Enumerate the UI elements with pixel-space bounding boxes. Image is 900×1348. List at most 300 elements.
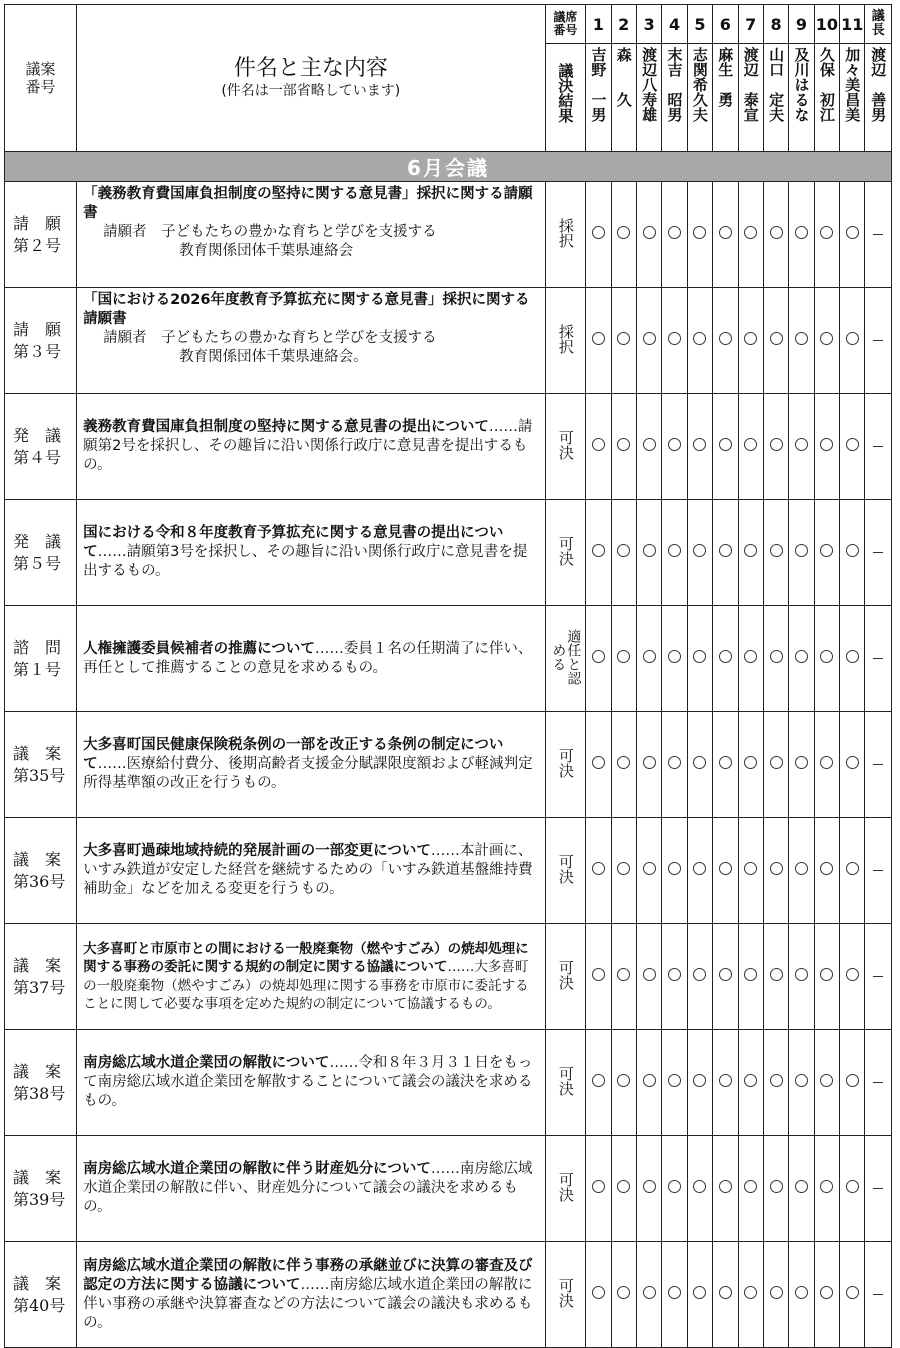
approve-circle-icon xyxy=(719,968,732,981)
approve-circle-icon xyxy=(744,1074,757,1087)
member-name-6-text: 麻生 勇 xyxy=(716,47,735,107)
bill-number-line1: 諮 問 xyxy=(13,637,62,657)
approve-circle-icon xyxy=(846,1180,859,1193)
vote-cell-chair xyxy=(865,1030,892,1136)
approve-circle-icon xyxy=(668,332,681,345)
approve-circle-icon xyxy=(719,862,732,875)
approve-circle-icon xyxy=(846,1074,859,1087)
vote-cell-seat-8 xyxy=(763,288,788,394)
vote-result xyxy=(545,394,586,500)
vote-cell-seat-2 xyxy=(611,1030,636,1136)
approve-circle-icon xyxy=(770,756,783,769)
vote-cell-seat-7 xyxy=(738,394,763,500)
vote-cell-seat-6 xyxy=(713,924,738,1030)
vote-cell-seat-5 xyxy=(687,606,712,712)
vote-cell-chair xyxy=(865,500,892,606)
approve-circle-icon xyxy=(744,968,757,981)
member-name-10 xyxy=(814,44,839,152)
table-row xyxy=(5,1030,892,1136)
vote-cell-seat-3 xyxy=(636,288,661,394)
vote-result-text: 適任と認める xyxy=(550,628,582,685)
approve-circle-icon xyxy=(770,862,783,875)
vote-cell-seat-7 xyxy=(738,1136,763,1242)
bill-number-line2: 第１号 xyxy=(13,659,62,679)
approve-circle-icon xyxy=(693,1180,706,1193)
vote-cell-seat-3 xyxy=(636,1030,661,1136)
approve-circle-icon xyxy=(795,756,808,769)
table-row xyxy=(5,712,892,818)
vote-cell-seat-11 xyxy=(840,1242,865,1348)
vote-cell-chair xyxy=(865,288,892,394)
vote-cell-seat-1 xyxy=(586,182,611,288)
approve-circle-icon xyxy=(820,1180,833,1193)
bill-number-line1: 議 案 xyxy=(13,743,62,763)
vote-cell-seat-5 xyxy=(687,182,712,288)
approve-circle-icon xyxy=(617,438,630,451)
vote-cell-chair xyxy=(865,394,892,500)
seat-num-9: 9 xyxy=(789,5,814,44)
approve-circle-icon xyxy=(643,1180,656,1193)
approve-circle-icon xyxy=(617,544,630,557)
approve-circle-icon xyxy=(668,650,681,663)
approve-circle-icon xyxy=(719,756,732,769)
vote-cell-seat-6 xyxy=(713,500,738,606)
vote-cell-seat-3 xyxy=(636,712,661,818)
vote-cell-seat-10 xyxy=(814,606,839,712)
vote-cell-chair xyxy=(865,712,892,818)
vote-cell-seat-7 xyxy=(738,606,763,712)
subject-header xyxy=(77,5,545,152)
approve-circle-icon xyxy=(719,544,732,557)
member-name-11 xyxy=(840,44,865,152)
no-vote-dash-icon xyxy=(873,1188,883,1189)
vote-cell-chair xyxy=(865,1136,892,1242)
subject-cell xyxy=(77,712,545,818)
vote-cell-seat-9 xyxy=(789,606,814,712)
approve-circle-icon xyxy=(770,1180,783,1193)
vote-cell-seat-8 xyxy=(763,606,788,712)
approve-circle-icon xyxy=(846,332,859,345)
vote-cell-seat-10 xyxy=(814,818,839,924)
vote-cell-seat-9 xyxy=(789,712,814,818)
chair-header-text: 議長 xyxy=(871,9,885,38)
vote-cell-seat-2 xyxy=(611,500,636,606)
seat-num-1: 1 xyxy=(586,5,611,44)
no-vote-dash-icon xyxy=(873,1294,883,1295)
bill-number xyxy=(5,500,77,606)
approve-circle-icon xyxy=(795,438,808,451)
approve-circle-icon xyxy=(770,438,783,451)
bill-number xyxy=(5,1242,77,1348)
vote-cell-seat-11 xyxy=(840,182,865,288)
vote-cell-seat-2 xyxy=(611,712,636,818)
subject-cell xyxy=(77,924,545,1030)
subject-title: 「国における2026年度教育予算拡充に関する意見書」採択に関する請願書 xyxy=(83,292,530,327)
member-name-5 xyxy=(687,44,712,152)
approve-circle-icon xyxy=(643,226,656,239)
bill-number-line2: 第３号 xyxy=(13,341,62,361)
approve-circle-icon xyxy=(770,650,783,663)
vote-cell-seat-5 xyxy=(687,288,712,394)
subject-cell xyxy=(77,818,545,924)
subject-cell xyxy=(77,500,545,606)
approve-circle-icon xyxy=(846,968,859,981)
approve-circle-icon xyxy=(795,968,808,981)
seat-num-10: 10 xyxy=(814,5,839,44)
seat-num-6: 6 xyxy=(713,5,738,44)
subject-header-title: 件名と主な内容 xyxy=(233,56,388,81)
approve-circle-icon xyxy=(592,1074,605,1087)
vote-cell-seat-8 xyxy=(763,924,788,1030)
bill-number xyxy=(5,394,77,500)
approve-circle-icon xyxy=(846,650,859,663)
approve-circle-icon xyxy=(668,1074,681,1087)
seat-num-11: 11 xyxy=(840,5,865,44)
bill-number-line2: 第39号 xyxy=(13,1189,66,1209)
approve-circle-icon xyxy=(617,332,630,345)
approve-circle-icon xyxy=(693,226,706,239)
vote-cell-chair xyxy=(865,924,892,1030)
approve-circle-icon xyxy=(668,968,681,981)
approve-circle-icon xyxy=(795,862,808,875)
petitioner: 請願者 子どもたちの豊かな育ちと学びを支援する xyxy=(103,224,437,240)
vote-cell-seat-8 xyxy=(763,1136,788,1242)
approve-circle-icon xyxy=(668,544,681,557)
member-name-4 xyxy=(662,44,687,152)
vote-cell-seat-3 xyxy=(636,394,661,500)
approve-circle-icon xyxy=(592,544,605,557)
bill-number-line2: 第37号 xyxy=(13,977,66,997)
subject-description: ……請願第2号を採択し、その趣旨に沿い関係行政庁に意見書を提出するもの。 xyxy=(83,419,533,473)
bill-number xyxy=(5,606,77,712)
approve-circle-icon xyxy=(820,1074,833,1087)
bill-number-line1: 議 案 xyxy=(13,1167,62,1187)
approve-circle-icon xyxy=(795,1180,808,1193)
vote-cell-seat-2 xyxy=(611,394,636,500)
approve-circle-icon xyxy=(617,650,630,663)
subject-description: ……本計画に、いすみ鉄道が安定した経営を継続するための「いすみ鉄道基盤維持費補助金」などを加える変更を行うもの。 xyxy=(83,843,533,897)
vote-cell-seat-9 xyxy=(789,1242,814,1348)
approve-circle-icon xyxy=(770,1074,783,1087)
no-vote-dash-icon xyxy=(873,870,883,871)
seat-num-4: 4 xyxy=(662,5,687,44)
approve-circle-icon xyxy=(770,332,783,345)
vote-result-text: 可決 xyxy=(556,1171,575,1202)
member-name-7-text: 渡辺 泰宣 xyxy=(741,47,760,122)
table-row xyxy=(5,288,892,394)
bill-number-line1: 発 議 xyxy=(13,531,62,551)
approve-circle-icon xyxy=(846,544,859,557)
bill-number-header-line2: 番号 xyxy=(25,78,56,96)
bill-number-line1: 発 議 xyxy=(13,425,62,445)
section-row xyxy=(5,152,892,182)
subject-cell xyxy=(77,1136,545,1242)
approve-circle-icon xyxy=(693,650,706,663)
approve-circle-icon xyxy=(693,862,706,875)
member-name-6 xyxy=(713,44,738,152)
vote-cell-seat-3 xyxy=(636,1242,661,1348)
approve-circle-icon xyxy=(643,650,656,663)
approve-circle-icon xyxy=(617,756,630,769)
vote-cell-seat-1 xyxy=(586,288,611,394)
bill-number-line1: 請 願 xyxy=(13,319,62,339)
subject-title: 「義務教育費国庫負担制度の堅持に関する意見書」採択に関する請願書 xyxy=(83,186,533,221)
vote-cell-chair xyxy=(865,1242,892,1348)
subject-title: 大多喜町過疎地域持続的発展計画の一部変更について xyxy=(83,843,431,859)
bill-number-line1: 請 願 xyxy=(13,213,62,233)
approve-circle-icon xyxy=(744,544,757,557)
vote-cell-seat-2 xyxy=(611,924,636,1030)
vote-cell-seat-7 xyxy=(738,1030,763,1136)
approve-circle-icon xyxy=(693,756,706,769)
no-vote-dash-icon xyxy=(873,976,883,977)
approve-circle-icon xyxy=(719,226,732,239)
approve-circle-icon xyxy=(846,862,859,875)
subject-title: 大多喜町と市原市との間における一般廃棄物（燃やすごみ）の焼却処理に関する事務の委託に関する規約の制定に関する協議について xyxy=(83,940,529,975)
vote-cell-seat-8 xyxy=(763,818,788,924)
approve-circle-icon xyxy=(795,1074,808,1087)
no-vote-dash-icon xyxy=(873,1082,883,1083)
vote-cell-seat-7 xyxy=(738,924,763,1030)
vote-cell-chair xyxy=(865,818,892,924)
member-name-3-text: 渡辺八寿雄 xyxy=(640,47,659,122)
bill-number-line1: 議 案 xyxy=(13,1273,62,1293)
vote-cell-seat-1 xyxy=(586,500,611,606)
vote-cell-seat-9 xyxy=(789,182,814,288)
subject-title: 人権擁護委員候補者の推薦について xyxy=(83,640,315,657)
approve-circle-icon xyxy=(643,968,656,981)
vote-cell-seat-4 xyxy=(662,818,687,924)
vote-cell-seat-5 xyxy=(687,1030,712,1136)
vote-cell-seat-1 xyxy=(586,394,611,500)
vote-cell-seat-2 xyxy=(611,1242,636,1348)
subject-cell xyxy=(77,394,545,500)
table-row xyxy=(5,1242,892,1348)
no-vote-dash-icon xyxy=(873,446,883,447)
approve-circle-icon xyxy=(592,226,605,239)
vote-cell-seat-4 xyxy=(662,394,687,500)
chair-header xyxy=(865,5,892,44)
table-row xyxy=(5,924,892,1030)
vote-cell-seat-7 xyxy=(738,288,763,394)
vote-result xyxy=(545,606,586,712)
vote-cell-seat-9 xyxy=(789,924,814,1030)
vote-result xyxy=(545,1030,586,1136)
seat-num-5: 5 xyxy=(687,5,712,44)
member-name-1 xyxy=(586,44,611,152)
approve-circle-icon xyxy=(770,968,783,981)
vote-result-text: 可決 xyxy=(556,429,575,460)
vote-cell-seat-1 xyxy=(586,606,611,712)
approve-circle-icon xyxy=(795,544,808,557)
approve-circle-icon xyxy=(592,332,605,345)
vote-cell-seat-11 xyxy=(840,712,865,818)
vote-cell-seat-6 xyxy=(713,182,738,288)
vote-cell-seat-6 xyxy=(713,288,738,394)
vote-cell-seat-9 xyxy=(789,500,814,606)
subject-description: ……令和８年３月３１日をもって南房総広域水道企業団を解散することについて議会の議決を求めるもの。 xyxy=(83,1055,533,1109)
bill-number xyxy=(5,818,77,924)
vote-cell-seat-6 xyxy=(713,606,738,712)
approve-circle-icon xyxy=(846,756,859,769)
approve-circle-icon xyxy=(820,544,833,557)
subject-description: ……南房総広域水道企業団の解散に伴い事務の承継や決算審査などの方法について議会の議決も求めるもの。 xyxy=(83,1276,533,1331)
subject-cell xyxy=(77,288,545,394)
vote-cell-seat-10 xyxy=(814,1242,839,1348)
approve-circle-icon xyxy=(820,756,833,769)
table-row xyxy=(5,818,892,924)
vote-cell-seat-9 xyxy=(789,1030,814,1136)
approve-circle-icon xyxy=(795,332,808,345)
approve-circle-icon xyxy=(795,650,808,663)
subject-title: 義務教育費国庫負担制度の堅持に関する意見書の提出について xyxy=(83,419,489,435)
vote-cell-seat-9 xyxy=(789,818,814,924)
vote-result-text: 可決 xyxy=(556,747,575,778)
table-row xyxy=(5,182,892,288)
header-row-top xyxy=(5,5,892,44)
approve-circle-icon xyxy=(592,650,605,663)
vote-cell-chair xyxy=(865,182,892,288)
vote-result-text: 可決 xyxy=(556,1277,575,1308)
bill-number xyxy=(5,712,77,818)
vote-cell-seat-4 xyxy=(662,712,687,818)
vote-cell-seat-10 xyxy=(814,500,839,606)
table-row xyxy=(5,606,892,712)
vote-cell-seat-11 xyxy=(840,818,865,924)
table-row xyxy=(5,500,892,606)
vote-result xyxy=(545,924,586,1030)
subject-description: ……委員１名の任期満了に伴い、再任として推薦することの意見を求めるもの。 xyxy=(83,640,533,676)
approve-circle-icon xyxy=(820,226,833,239)
approve-circle-icon xyxy=(643,756,656,769)
vote-cell-seat-11 xyxy=(840,500,865,606)
vote-cell-seat-5 xyxy=(687,1136,712,1242)
member-name-2-text: 森 久 xyxy=(614,47,633,107)
approve-circle-icon xyxy=(744,1180,757,1193)
member-name-10-text: 久保 初江 xyxy=(817,47,836,122)
vote-cell-seat-3 xyxy=(636,818,661,924)
vote-cell-seat-4 xyxy=(662,500,687,606)
vote-result xyxy=(545,288,586,394)
approve-circle-icon xyxy=(617,1180,630,1193)
vote-cell-chair xyxy=(865,606,892,712)
member-name-11-text: 加々美昌美 xyxy=(843,47,862,122)
subject-description: ……南房総広域水道企業団の解散に伴い、財産処分について議会の議決を求めるもの。 xyxy=(83,1161,533,1215)
petitioner-org: 教育関係団体千葉県連絡会 xyxy=(179,243,354,259)
vote-cell-seat-3 xyxy=(636,500,661,606)
vote-cell-seat-10 xyxy=(814,288,839,394)
vote-cell-seat-3 xyxy=(636,606,661,712)
approve-circle-icon xyxy=(617,1074,630,1087)
bill-number xyxy=(5,924,77,1030)
subject-cell xyxy=(77,606,545,712)
vote-results-table xyxy=(4,4,892,1348)
approve-circle-icon xyxy=(846,438,859,451)
approve-circle-icon xyxy=(617,226,630,239)
vote-result xyxy=(545,818,586,924)
approve-circle-icon xyxy=(693,332,706,345)
vote-cell-seat-11 xyxy=(840,1030,865,1136)
subject-cell xyxy=(77,182,545,288)
bill-number-header xyxy=(5,5,77,152)
approve-circle-icon xyxy=(668,226,681,239)
vote-cell-seat-2 xyxy=(611,818,636,924)
petitioner-org: 教育関係団体千葉県連絡会。 xyxy=(179,349,368,365)
approve-circle-icon xyxy=(744,862,757,875)
vote-cell-seat-9 xyxy=(789,394,814,500)
member-name-2 xyxy=(611,44,636,152)
bill-number-line2: 第５号 xyxy=(13,553,62,573)
vote-cell-seat-1 xyxy=(586,924,611,1030)
vote-cell-seat-1 xyxy=(586,1242,611,1348)
vote-cell-seat-8 xyxy=(763,712,788,818)
vote-cell-seat-10 xyxy=(814,1030,839,1136)
vote-cell-seat-6 xyxy=(713,1136,738,1242)
vote-result xyxy=(545,182,586,288)
approve-circle-icon xyxy=(643,1074,656,1087)
vote-cell-seat-2 xyxy=(611,1136,636,1242)
subject-title: 南房総広域水道企業団の解散について xyxy=(83,1055,330,1071)
subject-title: 大多喜町国民健康保険税条例の一部を改正する条例の制定について xyxy=(83,737,504,772)
member-name-7 xyxy=(738,44,763,152)
vote-cell-seat-1 xyxy=(586,712,611,818)
approve-circle-icon xyxy=(744,438,757,451)
vote-cell-seat-7 xyxy=(738,818,763,924)
member-name-5-text: 志関希久夫 xyxy=(690,47,709,122)
vote-cell-seat-7 xyxy=(738,1242,763,1348)
vote-cell-seat-6 xyxy=(713,1242,738,1348)
vote-result xyxy=(545,712,586,818)
bill-number xyxy=(5,182,77,288)
vote-cell-seat-8 xyxy=(763,1030,788,1136)
member-name-9-text: 及川はるな xyxy=(792,47,811,122)
bill-number-line2: 第40号 xyxy=(13,1295,66,1315)
approve-circle-icon xyxy=(719,1074,732,1087)
no-vote-dash-icon xyxy=(873,234,883,235)
vote-cell-seat-4 xyxy=(662,1030,687,1136)
vote-cell-seat-11 xyxy=(840,606,865,712)
approve-circle-icon xyxy=(668,438,681,451)
vote-cell-seat-4 xyxy=(662,1136,687,1242)
approve-circle-icon xyxy=(770,544,783,557)
vote-cell-seat-5 xyxy=(687,924,712,1030)
subject-header-note: (件名は一部省略しています) xyxy=(221,83,401,99)
approve-circle-icon xyxy=(592,862,605,875)
table-row xyxy=(5,1136,892,1242)
vote-cell-seat-6 xyxy=(713,1030,738,1136)
vote-cell-seat-10 xyxy=(814,394,839,500)
subject-cell xyxy=(77,1242,545,1348)
approve-circle-icon xyxy=(643,544,656,557)
vote-cell-seat-4 xyxy=(662,288,687,394)
bill-number xyxy=(5,1136,77,1242)
member-name-9 xyxy=(789,44,814,152)
vote-cell-seat-5 xyxy=(687,818,712,924)
bill-number-line2: 第４号 xyxy=(13,447,62,467)
vote-cell-seat-5 xyxy=(687,500,712,606)
vote-results-table-wrapper xyxy=(4,4,892,1348)
approve-circle-icon xyxy=(744,226,757,239)
vote-cell-seat-2 xyxy=(611,182,636,288)
bill-number-line2: 第２号 xyxy=(13,235,62,255)
petitioner: 請願者 子どもたちの豊かな育ちと学びを支援する xyxy=(103,330,437,346)
subject-title: 国における令和８年度教育予算拡充に関する意見書の提出について xyxy=(83,525,504,560)
vote-result-text: 可決 xyxy=(556,853,575,884)
vote-cell-seat-2 xyxy=(611,288,636,394)
chair-name xyxy=(865,44,892,152)
vote-cell-seat-2 xyxy=(611,606,636,712)
vote-cell-seat-8 xyxy=(763,500,788,606)
